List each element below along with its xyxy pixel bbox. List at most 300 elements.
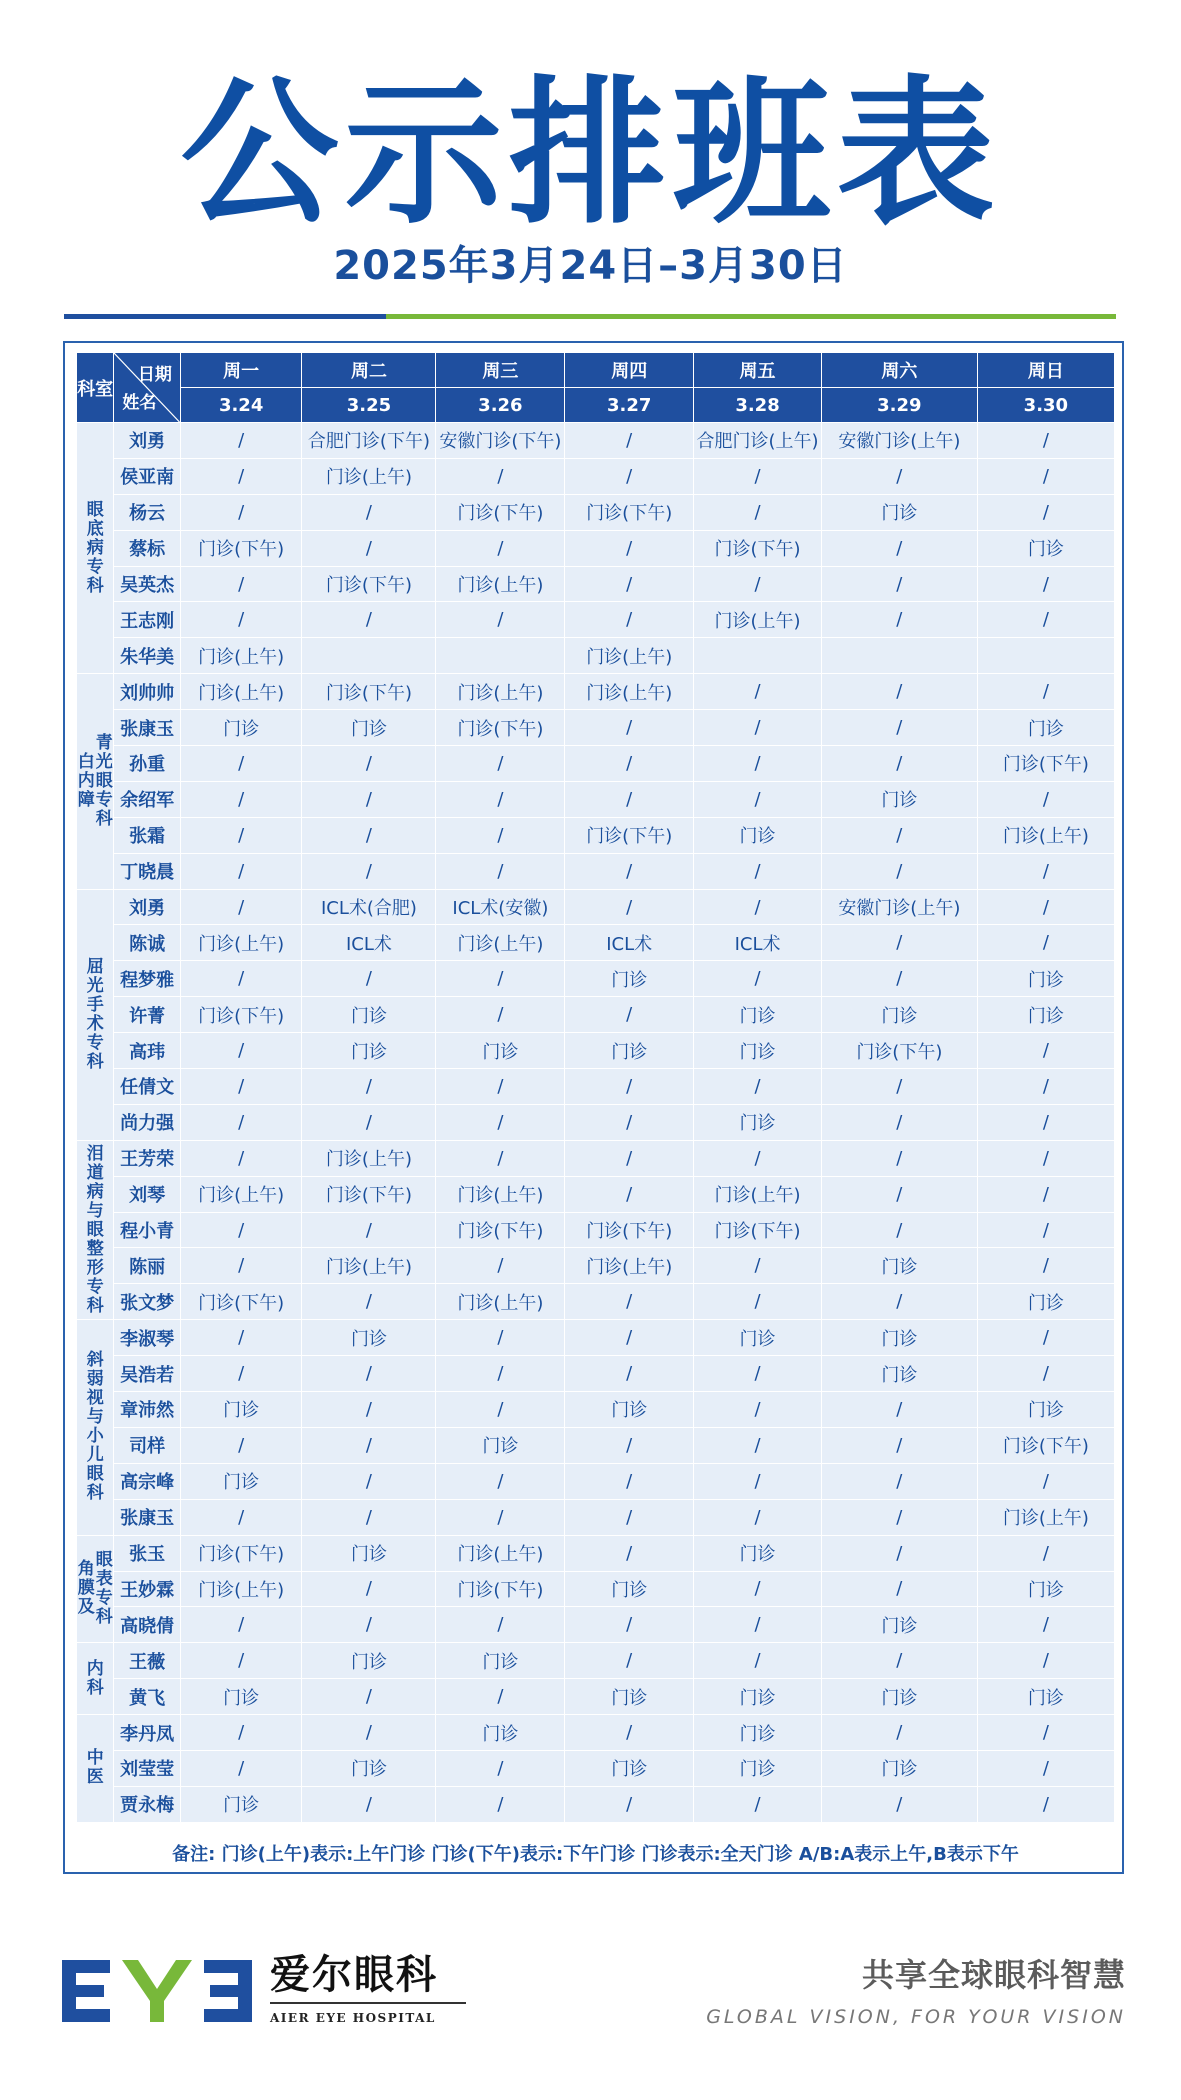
schedule-cell: 门诊 (694, 1750, 822, 1786)
schedule-cell: / (565, 423, 694, 459)
schedule-cell: 门诊(下午) (180, 1284, 302, 1320)
table-row (77, 1535, 1115, 1571)
department-label: 屈光手术专科 (86, 956, 104, 1072)
schedule-cell: 门诊 (565, 1033, 694, 1069)
schedule-cell (436, 638, 565, 674)
schedule-cell: / (977, 1715, 1114, 1751)
schedule-cell: / (821, 1176, 977, 1212)
schedule-cell: / (821, 566, 977, 602)
header-row-weekday (77, 353, 1115, 388)
schedule-cell: / (977, 1750, 1114, 1786)
schedule-cell: / (436, 1140, 565, 1176)
schedule-cell: / (565, 1356, 694, 1392)
doctor-name: 陈诚 (114, 925, 180, 961)
schedule-cell: / (302, 530, 436, 566)
schedule-cell: / (302, 1463, 436, 1499)
schedule-cell: / (302, 1679, 436, 1715)
schedule-cell: 门诊(下午) (977, 1427, 1114, 1463)
doctor-name: 司样 (114, 1427, 180, 1463)
table-row (77, 423, 1115, 459)
schedule-cell: 门诊 (302, 1033, 436, 1069)
schedule-cell: ICL术(安徽) (436, 889, 565, 925)
schedule-cell: 门诊(下午) (180, 1535, 302, 1571)
header-date: 3.25 (302, 388, 436, 423)
schedule-cell: 门诊(上午) (302, 458, 436, 494)
doctor-name: 许菁 (114, 997, 180, 1033)
department-cell (77, 889, 114, 1140)
divider-green (386, 314, 1116, 319)
schedule-cell: / (180, 494, 302, 530)
doctor-name: 高宗峰 (114, 1463, 180, 1499)
date-range: 2025年3月24日–3月30日 (333, 243, 848, 289)
schedule-cell: / (821, 530, 977, 566)
schedule-cell: / (694, 1571, 822, 1607)
schedule-cell: / (977, 1069, 1114, 1105)
schedule-cell: 门诊 (565, 1750, 694, 1786)
table-row (77, 853, 1115, 889)
doctor-name: 吴浩若 (114, 1356, 180, 1392)
schedule-cell: 门诊 (977, 530, 1114, 566)
header-date: 3.28 (694, 388, 822, 423)
schedule-cell: 门诊(上午) (977, 817, 1114, 853)
department-label: 青光眼专科 (95, 732, 113, 829)
schedule-cell: / (436, 1750, 565, 1786)
department-label: 泪道病与眼整形专科 (86, 1143, 104, 1316)
schedule-cell: 门诊(下午) (180, 997, 302, 1033)
table-row (77, 1104, 1115, 1140)
schedule-cell: / (694, 458, 822, 494)
table-row (77, 1750, 1115, 1786)
schedule-cell: / (694, 1499, 822, 1535)
schedule-cell: 门诊 (694, 1320, 822, 1356)
schedule-cell: 门诊(上午) (694, 602, 822, 638)
doctor-name: 张康玉 (114, 710, 180, 746)
schedule-cell: / (180, 1643, 302, 1679)
schedule-cell: / (302, 1571, 436, 1607)
schedule-cell: 门诊 (821, 1679, 977, 1715)
schedule-cell: / (821, 817, 977, 853)
header-date: 3.27 (565, 388, 694, 423)
schedule-cell: / (436, 1679, 565, 1715)
schedule-cell: / (180, 1607, 302, 1643)
eye-logo-icon (62, 1957, 252, 2025)
schedule-cell: / (180, 566, 302, 602)
schedule-cell: ICL术 (302, 925, 436, 961)
schedule-cell: / (180, 746, 302, 782)
doctor-name: 丁晓晨 (114, 853, 180, 889)
schedule-cell: / (821, 674, 977, 710)
doctor-name: 李丹凤 (114, 1715, 180, 1751)
schedule-cell: / (977, 566, 1114, 602)
table-row (77, 1463, 1115, 1499)
schedule-cell: 门诊 (565, 1392, 694, 1428)
header-weekday: 周一 (180, 353, 302, 388)
schedule-cell: 门诊 (821, 997, 977, 1033)
header-weekday: 周六 (821, 353, 977, 388)
department-cell (77, 1320, 114, 1535)
schedule-cell: 门诊(上午) (180, 1571, 302, 1607)
table-row (77, 925, 1115, 961)
schedule-cell: 门诊(下午) (565, 817, 694, 853)
schedule-cell: / (180, 889, 302, 925)
table-row (77, 674, 1115, 710)
header-row-date (77, 388, 1115, 423)
schedule-cell: 门诊 (302, 1320, 436, 1356)
schedule-cell: / (302, 1427, 436, 1463)
schedule-cell: 门诊 (977, 1571, 1114, 1607)
schedule-cell: 门诊 (821, 781, 977, 817)
schedule-cell: 门诊 (821, 1248, 977, 1284)
doctor-name: 刘帅帅 (114, 674, 180, 710)
schedule-body (77, 423, 1115, 1823)
schedule-cell: / (821, 1140, 977, 1176)
schedule-cell: / (436, 817, 565, 853)
schedule-cell: / (180, 1104, 302, 1140)
schedule-cell: ICL术(合肥) (302, 889, 436, 925)
schedule-cell: 门诊(上午) (565, 674, 694, 710)
header-diagonal-cell (114, 353, 180, 423)
table-row (77, 889, 1115, 925)
header-date: 3.29 (821, 388, 977, 423)
doctor-name: 高玮 (114, 1033, 180, 1069)
schedule-cell: 门诊(上午) (436, 1284, 565, 1320)
department-cell (77, 1140, 114, 1319)
header-name-label: 姓名 (122, 393, 157, 413)
schedule-cell: / (694, 746, 822, 782)
schedule-cell: / (565, 1715, 694, 1751)
schedule-cell: / (977, 1320, 1114, 1356)
doctor-name: 刘琴 (114, 1176, 180, 1212)
schedule-cell: 合肥门诊(下午) (302, 423, 436, 459)
schedule-cell: / (565, 710, 694, 746)
slogan-cn: 共享全球眼科智慧 (861, 1956, 1126, 1994)
schedule-cell: / (180, 458, 302, 494)
doctor-name: 吴英杰 (114, 566, 180, 602)
schedule-cell: / (180, 1715, 302, 1751)
schedule-cell: / (821, 602, 977, 638)
doctor-name: 杨云 (114, 494, 180, 530)
page-title: 公示排班表 (180, 62, 1001, 246)
schedule-cell: 门诊 (694, 1535, 822, 1571)
doctor-name: 张玉 (114, 1535, 180, 1571)
schedule-cell: 门诊(上午) (565, 638, 694, 674)
schedule-cell: 门诊 (694, 817, 822, 853)
schedule-cell: 门诊 (180, 1786, 302, 1822)
schedule-cell: / (977, 1643, 1114, 1679)
schedule-cell: / (565, 530, 694, 566)
schedule-cell: 门诊(下午) (436, 710, 565, 746)
schedule-cell: / (565, 458, 694, 494)
schedule-cell: / (694, 1392, 822, 1428)
schedule-cell: / (821, 1069, 977, 1105)
schedule-cell: / (694, 889, 822, 925)
department-cell (77, 674, 114, 889)
schedule-cell: / (821, 925, 977, 961)
schedule-cell: 门诊 (180, 710, 302, 746)
schedule-cell: 安徽门诊(下午) (436, 423, 565, 459)
doctor-name: 程梦雅 (114, 961, 180, 997)
schedule-cell: / (436, 746, 565, 782)
schedule-cell: ICL术 (694, 925, 822, 961)
schedule-cell: / (977, 1033, 1114, 1069)
doctor-name: 朱华美 (114, 638, 180, 674)
schedule-frame (63, 341, 1124, 1874)
table-row (77, 602, 1115, 638)
schedule-cell: 门诊(下午) (565, 494, 694, 530)
department-cell (77, 1715, 114, 1823)
doctor-name: 蔡标 (114, 530, 180, 566)
schedule-cell: / (565, 1643, 694, 1679)
schedule-cell: / (694, 1463, 822, 1499)
brand-name-cn: 爱尔眼科 (270, 1951, 438, 1998)
schedule-cell: / (565, 1499, 694, 1535)
doctor-name: 李淑琴 (114, 1320, 180, 1356)
table-row (77, 458, 1115, 494)
doctor-name: 章沛然 (114, 1392, 180, 1428)
schedule-cell: / (302, 1356, 436, 1392)
header-weekday: 周三 (436, 353, 565, 388)
schedule-cell: 门诊(上午) (977, 1499, 1114, 1535)
table-row (77, 1715, 1115, 1751)
table-row (77, 566, 1115, 602)
schedule-cell: / (302, 1284, 436, 1320)
doctor-name: 王芳荣 (114, 1140, 180, 1176)
header-date: 3.30 (977, 388, 1114, 423)
table-row (77, 1320, 1115, 1356)
header-date-label: 日期 (137, 365, 172, 385)
header-weekday: 周四 (565, 353, 694, 388)
schedule-cell: / (436, 1248, 565, 1284)
table-row (77, 494, 1115, 530)
schedule-cell: / (977, 1356, 1114, 1392)
schedule-cell: / (821, 1284, 977, 1320)
table-row (77, 1427, 1115, 1463)
schedule-cell: / (694, 494, 822, 530)
schedule-cell: / (977, 1786, 1114, 1822)
schedule-cell: / (565, 1104, 694, 1140)
table-row (77, 1356, 1115, 1392)
schedule-cell: / (180, 781, 302, 817)
schedule-cell: 门诊 (302, 1750, 436, 1786)
schedule-cell: 门诊 (436, 1715, 565, 1751)
schedule-cell: / (436, 1069, 565, 1105)
table-row (77, 1607, 1115, 1643)
schedule-cell: / (436, 1463, 565, 1499)
doctor-name: 王妙霖 (114, 1571, 180, 1607)
schedule-cell: 门诊 (821, 494, 977, 530)
schedule-cell: / (436, 1320, 565, 1356)
doctor-name: 侯亚南 (114, 458, 180, 494)
schedule-cell: 门诊 (694, 1679, 822, 1715)
schedule-cell: / (821, 1463, 977, 1499)
table-row (77, 1499, 1115, 1535)
schedule-cell: / (565, 1786, 694, 1822)
doctor-name: 余绍军 (114, 781, 180, 817)
schedule-cell: / (436, 1499, 565, 1535)
doctor-name: 刘莹莹 (114, 1750, 180, 1786)
schedule-cell: / (977, 1104, 1114, 1140)
header-weekday: 周日 (977, 353, 1114, 388)
table-row (77, 1033, 1115, 1069)
schedule-cell: / (302, 1212, 436, 1248)
doctor-name: 刘勇 (114, 889, 180, 925)
schedule-cell: 门诊 (180, 1679, 302, 1715)
schedule-cell: 门诊(下午) (302, 674, 436, 710)
department-label: 眼表专科 (95, 1549, 113, 1627)
schedule-cell: / (436, 1392, 565, 1428)
brand-name-en: AIER EYE HOSPITAL (270, 2011, 436, 2025)
schedule-cell: / (694, 1284, 822, 1320)
schedule-cell: / (302, 1392, 436, 1428)
schedule-cell: / (436, 458, 565, 494)
header-dept: 科室 (77, 353, 114, 423)
schedule-cell: / (565, 1463, 694, 1499)
schedule-cell: / (565, 1427, 694, 1463)
schedule-cell: / (436, 1607, 565, 1643)
schedule-cell: 门诊 (694, 1104, 822, 1140)
schedule-cell: / (565, 1320, 694, 1356)
title-divider (64, 313, 1116, 320)
schedule-cell: / (694, 1356, 822, 1392)
schedule-cell: 门诊(上午) (302, 1140, 436, 1176)
schedule-cell: 门诊(下午) (436, 494, 565, 530)
schedule-note: 备注: 门诊(上午)表示:上午门诊 门诊(下午)表示:下午门诊 门诊表示:全天门诊 A/B:A表示上午,B表示下午 (172, 1844, 1019, 1865)
schedule-cell: / (694, 1786, 822, 1822)
schedule-cell: / (436, 1104, 565, 1140)
header-weekday: 周二 (302, 353, 436, 388)
schedule-cell: / (436, 1786, 565, 1822)
schedule-cell: / (302, 494, 436, 530)
schedule-cell: / (694, 674, 822, 710)
schedule-cell: / (180, 1750, 302, 1786)
brand-underline (270, 2002, 466, 2004)
schedule-cell: 门诊 (180, 1463, 302, 1499)
schedule-cell: / (436, 530, 565, 566)
table-row (77, 638, 1115, 674)
schedule-cell: / (565, 997, 694, 1033)
schedule-cell: 门诊(下午) (694, 1212, 822, 1248)
schedule-cell: / (302, 817, 436, 853)
schedule-cell: / (977, 1140, 1114, 1176)
schedule-cell: 安徽门诊(上午) (821, 423, 977, 459)
department-label: 斜弱视与小儿眼科 (86, 1350, 104, 1504)
divider-blue (64, 314, 386, 319)
schedule-cell: / (694, 1248, 822, 1284)
table-row (77, 710, 1115, 746)
table-row (77, 781, 1115, 817)
schedule-cell: / (565, 1069, 694, 1105)
schedule-cell: / (977, 458, 1114, 494)
schedule-cell: / (302, 602, 436, 638)
schedule-cell: / (694, 1643, 822, 1679)
schedule-cell: 门诊(上午) (436, 566, 565, 602)
schedule-cell: / (694, 961, 822, 997)
doctor-name: 程小青 (114, 1212, 180, 1248)
table-row (77, 961, 1115, 997)
schedule-cell: / (694, 710, 822, 746)
header-date: 3.24 (180, 388, 302, 423)
slogan-en: GLOBAL VISION, FOR YOUR VISION (706, 2006, 1126, 2028)
schedule-cell: 门诊(上午) (436, 1535, 565, 1571)
doctor-name: 尚力强 (114, 1104, 180, 1140)
schedule-cell: / (565, 566, 694, 602)
schedule-cell: / (565, 781, 694, 817)
table-row (77, 817, 1115, 853)
schedule-cell: / (180, 1248, 302, 1284)
schedule-cell: / (694, 1427, 822, 1463)
doctor-name: 任倩文 (114, 1069, 180, 1105)
schedule-cell: / (180, 602, 302, 638)
department-label: 白内障 (77, 751, 95, 810)
schedule-cell: 门诊(下午) (694, 530, 822, 566)
schedule-cell: / (977, 1535, 1114, 1571)
schedule-cell: 门诊 (821, 1750, 977, 1786)
department-label: 中医 (86, 1748, 104, 1788)
schedule-cell: / (565, 746, 694, 782)
schedule-cell: / (977, 889, 1114, 925)
schedule-cell: / (302, 853, 436, 889)
table-row (77, 746, 1115, 782)
schedule-cell: / (977, 925, 1114, 961)
schedule-cell: / (821, 1571, 977, 1607)
schedule-cell: 门诊(下午) (180, 530, 302, 566)
schedule-cell: 门诊 (302, 1535, 436, 1571)
schedule-cell: / (977, 674, 1114, 710)
schedule-cell: 门诊 (977, 1679, 1114, 1715)
schedule-cell: 门诊 (977, 1284, 1114, 1320)
schedule-cell: / (821, 1715, 977, 1751)
schedule-cell: / (436, 602, 565, 638)
schedule-cell: / (565, 602, 694, 638)
schedule-cell (694, 638, 822, 674)
doctor-name: 孙重 (114, 746, 180, 782)
schedule-cell: / (694, 781, 822, 817)
schedule-cell: / (302, 1786, 436, 1822)
schedule-cell: / (565, 1535, 694, 1571)
schedule-cell: 门诊(上午) (180, 674, 302, 710)
schedule-cell: 门诊 (565, 1679, 694, 1715)
schedule-cell (302, 638, 436, 674)
schedule-cell: 门诊(下午) (302, 1176, 436, 1212)
department-cell (77, 1535, 114, 1643)
schedule-cell: / (977, 494, 1114, 530)
schedule-cell: / (436, 961, 565, 997)
schedule-cell: 安徽门诊(上午) (821, 889, 977, 925)
doctor-name: 王志刚 (114, 602, 180, 638)
schedule-cell: 门诊(上午) (180, 1176, 302, 1212)
schedule-cell: 门诊(下午) (436, 1212, 565, 1248)
schedule-cell: / (821, 1427, 977, 1463)
schedule-cell: 合肥门诊(上午) (694, 423, 822, 459)
table-row (77, 1069, 1115, 1105)
schedule-cell: / (977, 423, 1114, 459)
schedule-cell: / (565, 853, 694, 889)
department-label: 眼底病专科 (86, 499, 104, 596)
table-row (77, 1643, 1115, 1679)
doctor-name: 张霜 (114, 817, 180, 853)
schedule-cell: / (977, 602, 1114, 638)
schedule-cell: / (180, 1212, 302, 1248)
doctor-name: 贾永梅 (114, 1786, 180, 1822)
schedule-cell: 门诊 (565, 1571, 694, 1607)
schedule-cell: 门诊 (436, 1643, 565, 1679)
department-cell (77, 1643, 114, 1715)
schedule-cell: 门诊 (821, 1356, 977, 1392)
schedule-cell: 门诊(上午) (180, 925, 302, 961)
schedule-cell: / (302, 1607, 436, 1643)
schedule-cell: 门诊 (694, 997, 822, 1033)
schedule-cell: / (302, 1715, 436, 1751)
